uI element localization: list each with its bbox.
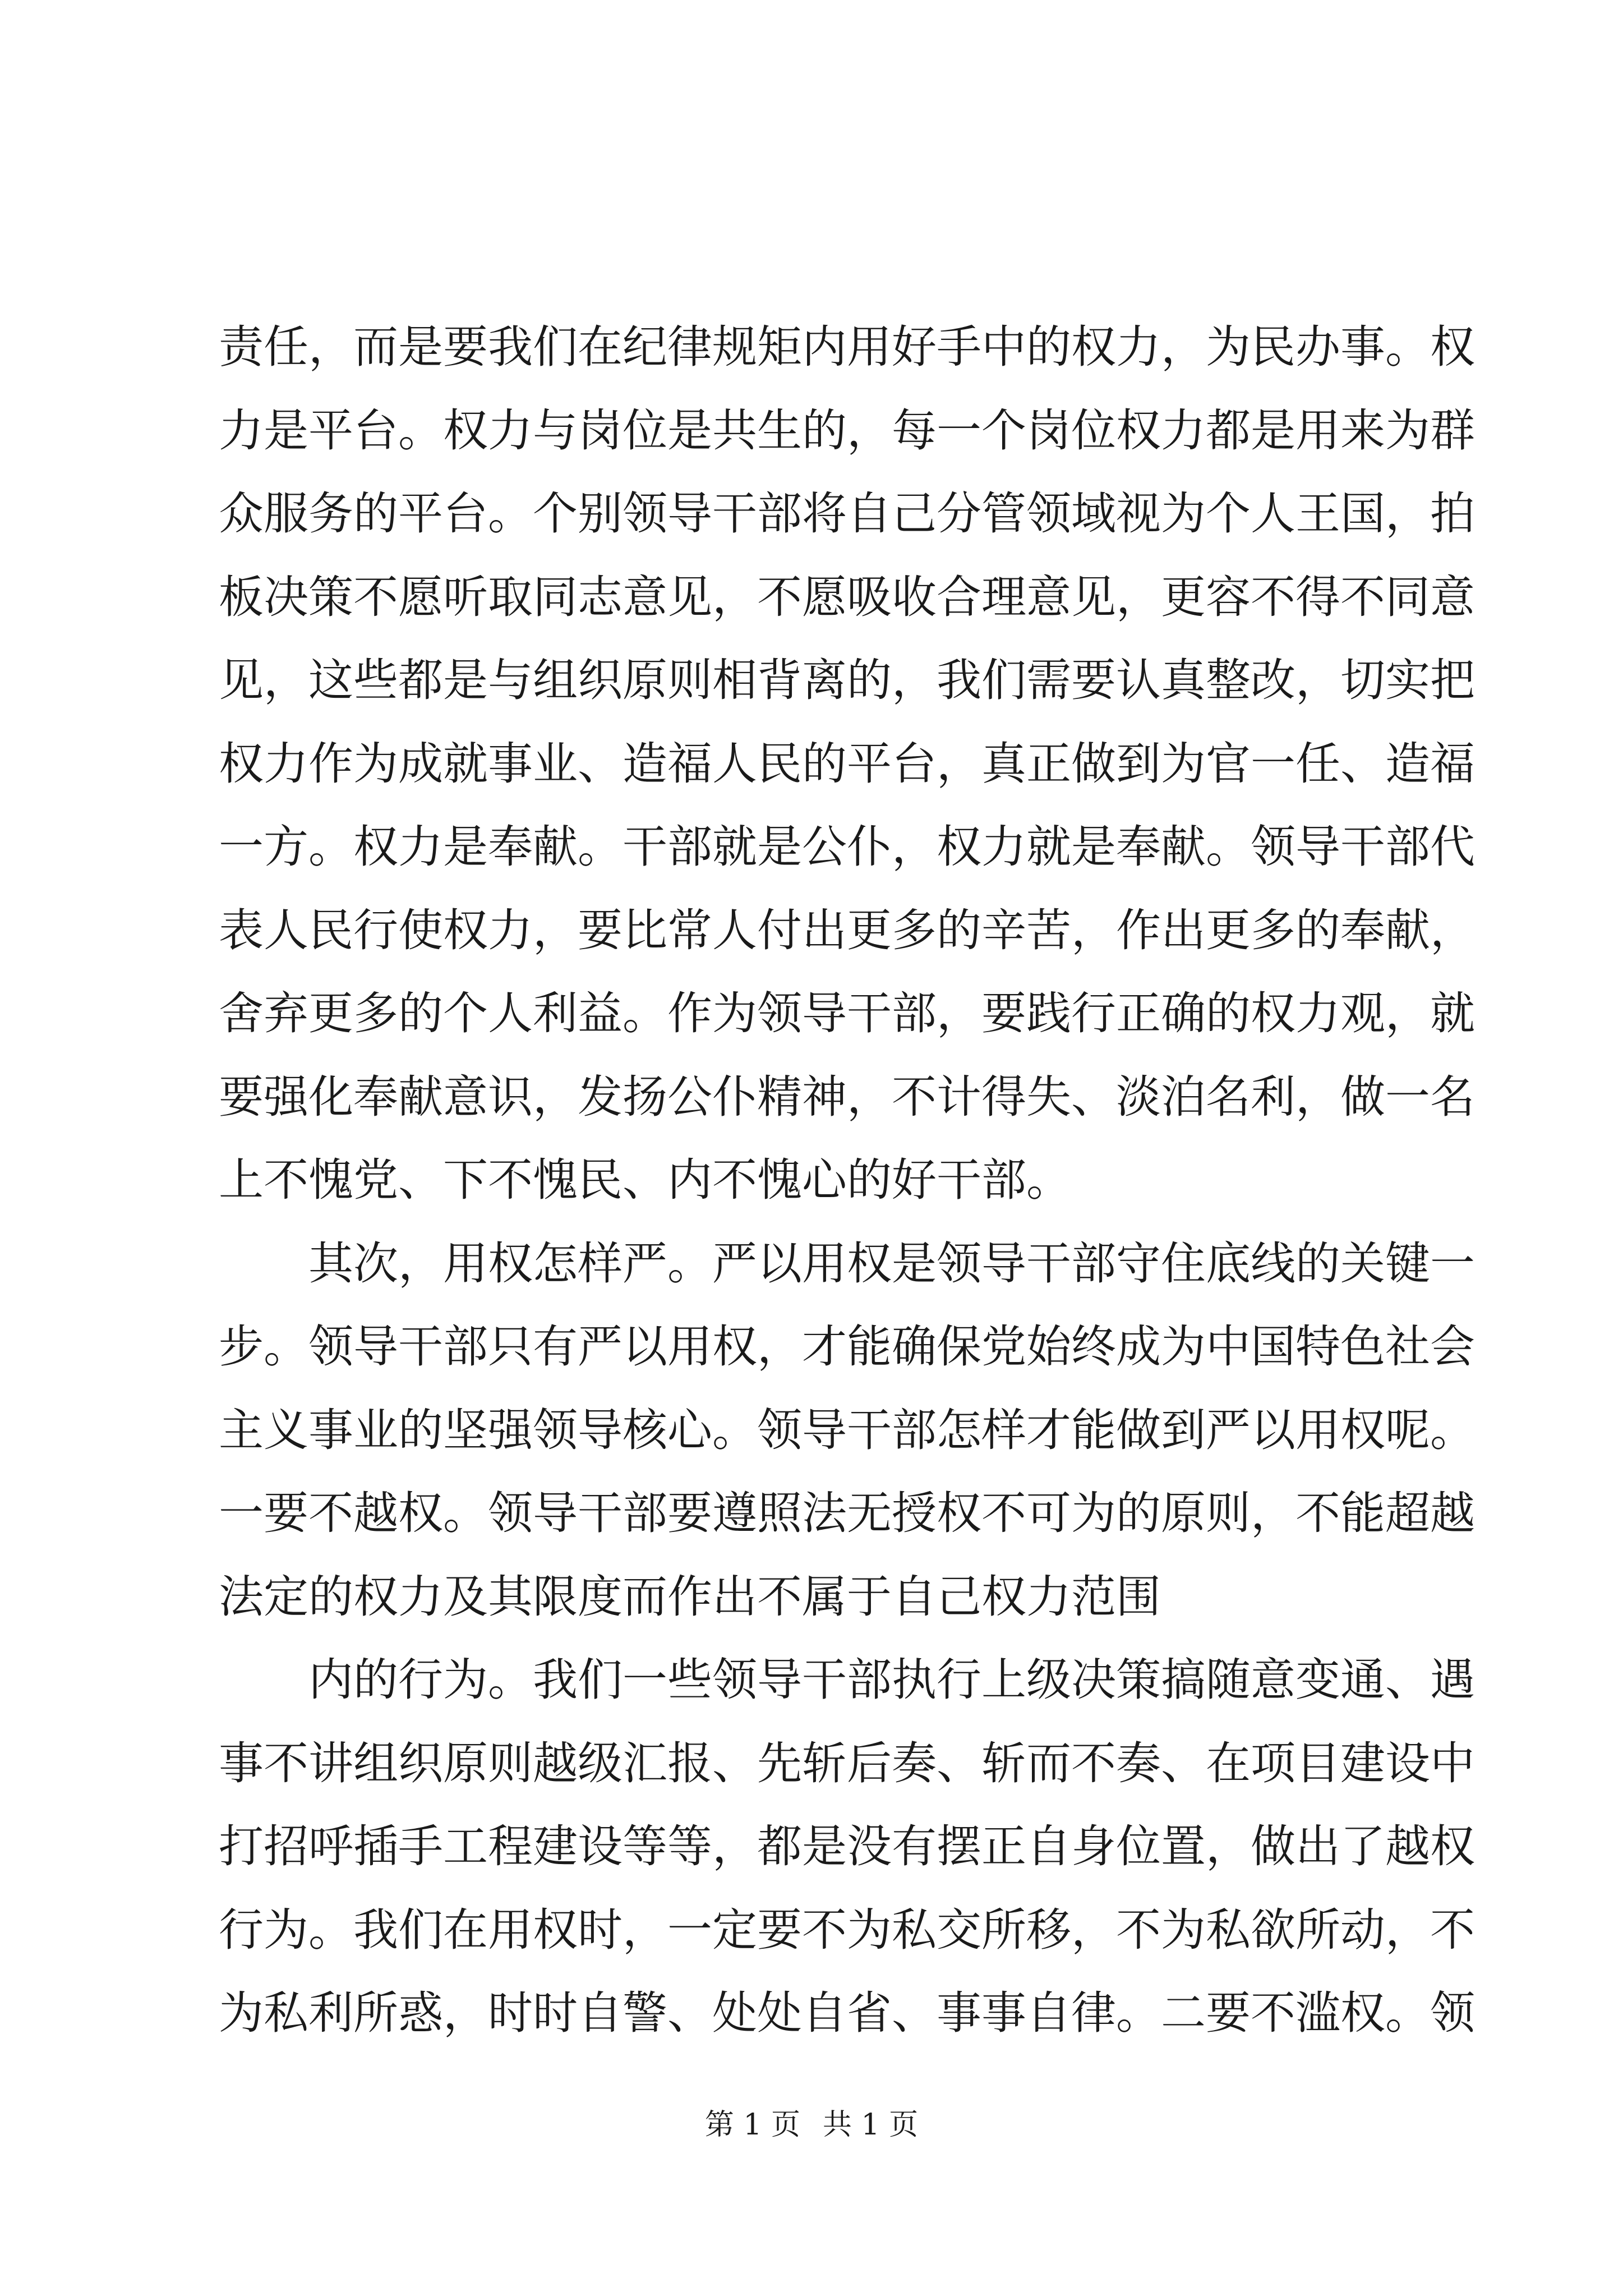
page-total: 共 1 页 xyxy=(823,2108,919,2142)
text-line: 事不讲组织原则越级汇报、先斩后奏、斩而不奏、在项目建设中 xyxy=(219,1737,1475,1789)
text-line: 行为。我们在用权时，一定要不为私交所移，不为私欲所动，不 xyxy=(219,1903,1475,1956)
text-line: 见，这些都是与组织原则相背离的，我们需要认真整改，切实把 xyxy=(219,654,1475,706)
text-line: 要强化奉献意识，发扬公仆精神，不计得失、淡泊名利，做一名 xyxy=(219,1070,1475,1123)
page-footer xyxy=(0,2101,1623,2143)
paragraph-first-line: 其次，用权怎样严。严以用权是领导干部守住底线的关键一 xyxy=(308,1237,1475,1290)
text-line: 众服务的平台。个别领导干部将自己分管领域视为个人王国，拍 xyxy=(219,487,1475,540)
text-line: 表人民行使权力，要比常人付出更多的辛苦，作出更多的奉献， xyxy=(219,904,1475,956)
text-line: 舍弃更多的个人利益。作为领导干部，要践行正确的权力观，就 xyxy=(219,987,1475,1039)
text-line: 力是平台。权力与岗位是共生的，每一个岗位权力都是用来为群 xyxy=(219,404,1475,457)
text-line: 权力作为成就事业、造福人民的平台，真正做到为官一任、造福 xyxy=(219,737,1475,790)
text-line: 法定的权力及其限度而作出不属于自己权力范围 xyxy=(219,1570,1161,1623)
document-body xyxy=(219,306,1475,2055)
text-line: 为私利所惑，时时自警、处处自省、事事自律。二要不滥权。领 xyxy=(219,1987,1475,2039)
text-line: 板决策不愿听取同志意见，不愿吸收合理意见，更容不得不同意 xyxy=(219,570,1475,623)
text-line: 上不愧党、下不愧民、内不愧心的好干部。 xyxy=(219,1154,1071,1206)
text-line: 打招呼插手工程建设等等，都是没有摆正自身位置，做出了越权 xyxy=(219,1820,1475,1872)
paragraph-first-line: 内的行为。我们一些领导干部执行上级决策搞随意变通、遇 xyxy=(308,1654,1475,1706)
page-number: 第 1 页 xyxy=(704,2108,800,2142)
text-line: 步。领导干部只有严以用权，才能确保党始终成为中国特色社会 xyxy=(219,1320,1475,1373)
text-line: 一方。权力是奉献。干部就是公仆，权力就是奉献。领导干部代 xyxy=(219,821,1475,873)
text-line: 主义事业的坚强领导核心。领导干部怎样才能做到严以用权呢。 xyxy=(219,1404,1475,1456)
text-line: 责任，而是要我们在纪律规矩内用好手中的权力，为民办事。权 xyxy=(219,321,1475,373)
text-line: 一要不越权。领导干部要遵照法无授权不可为的原则，不能超越 xyxy=(219,1487,1475,1539)
